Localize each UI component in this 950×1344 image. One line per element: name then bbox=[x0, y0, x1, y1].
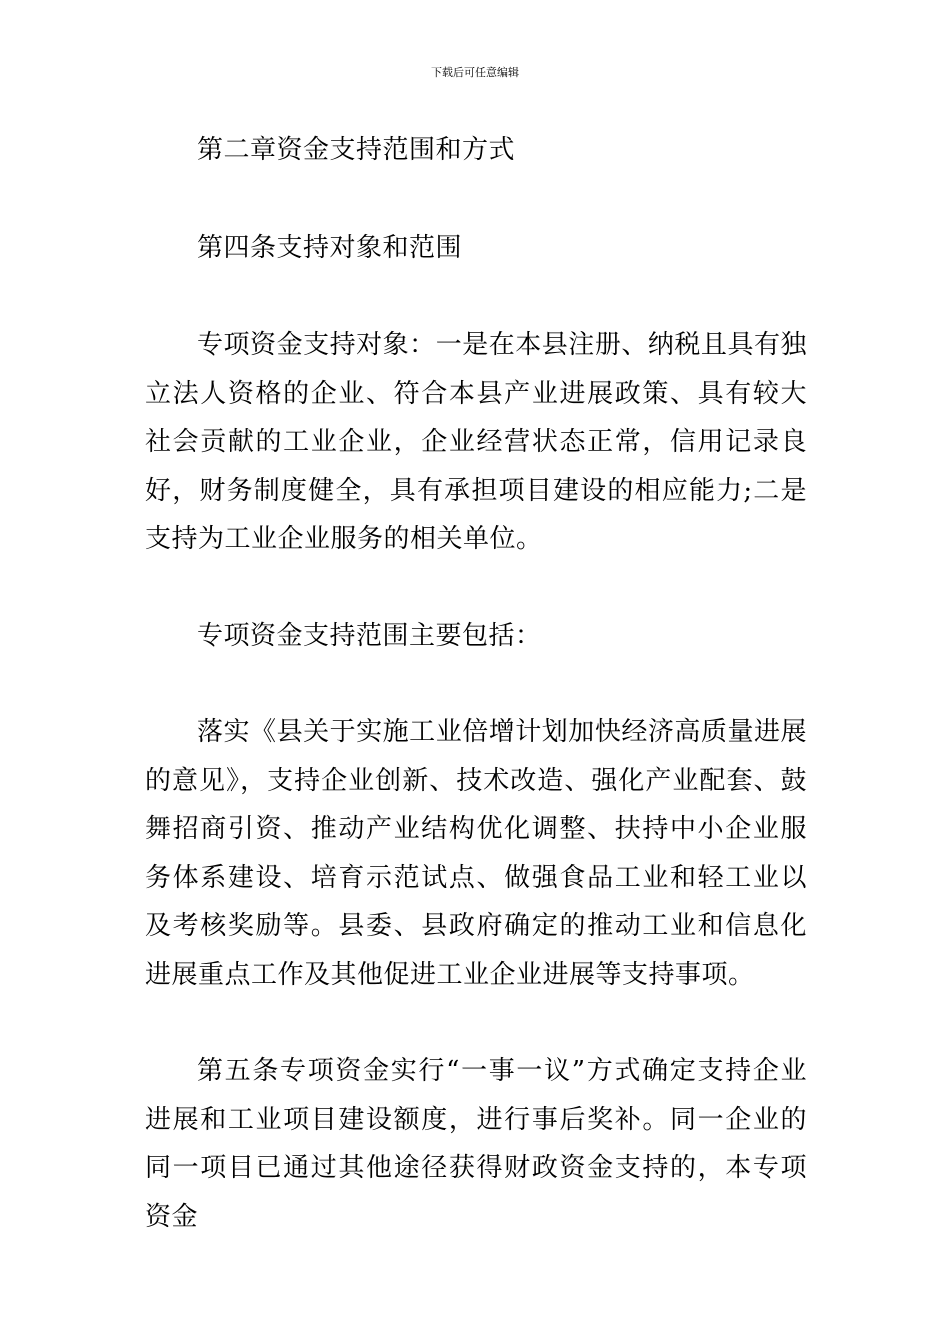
paragraph-scope-detail: 落实《县关于实施工业倍增计划加快经济高质量进展的意见》，支持企业创新、技术改造、强化产业配套、鼓舞招商引资、推动产业结构优化调整、扶持中小企业服务体系建设、培育示范试点、做强食品工业和轻工业以及考核奖励等。县委、县政府确定的推动工业和信息化进展重点工作及其他促进工业企业进展等支持事项。 bbox=[145, 717, 807, 990]
paragraph-article-5: 第五条专项资金实行“一事一议”方式确定支持企业进展和工业项目建设额度，进行事后奖补。同一企业的同一项目已通过其他途径获得财政资金支持的，本专项资金 bbox=[145, 1056, 807, 1232]
article-4-title: 第四条支持对象和范围 bbox=[197, 232, 463, 263]
paragraph-support-targets: 专项资金支持对象：一是在本县注册、纳税且具有独立法人资格的企业、符合本县产业进展政策、具有较大社会贡献的工业企业，企业经营状态正常，信用记录良好，财务制度健全，具有承担项目建设的相应能力;二是支持为工业企业服务的相关单位。 bbox=[145, 330, 807, 554]
document-body bbox=[145, 126, 807, 1241]
chapter-title: 第二章资金支持范围和方式 bbox=[197, 135, 516, 165]
header-note: 下载后可任意编辑 bbox=[431, 66, 519, 79]
paragraph-scope-intro: 专项资金支持范围主要包括： bbox=[197, 620, 542, 651]
